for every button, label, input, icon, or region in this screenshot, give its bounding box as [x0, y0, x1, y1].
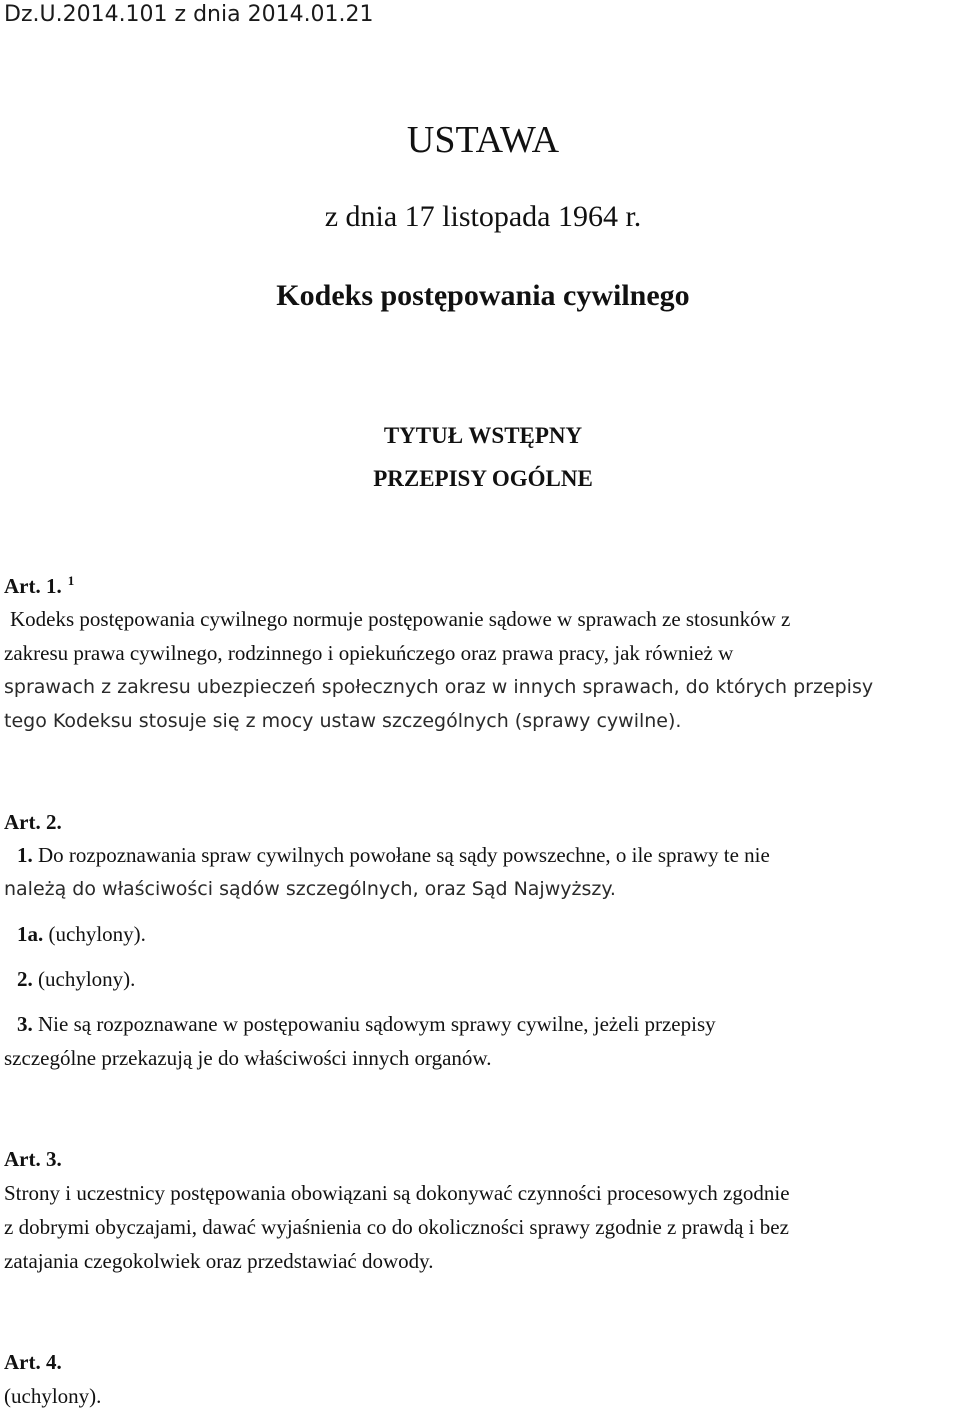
article-1-line-3: sprawach z zakresu ubezpieczeń społecznych oraz w innych sprawach, do których przepisy	[4, 676, 874, 698]
article-1-heading-label: Art. 1.	[4, 574, 62, 598]
part-title: TYTUŁ WSTĘPNY	[383, 423, 583, 448]
act-type: USTAWA	[406, 119, 560, 161]
journal-reference: Dz.U.2014.101 z dnia 2014.01.21	[4, 2, 374, 27]
article-1-line-1: Kodeks postępowania cywilnego normuje postępowanie sądowe w sprawach ze stosunków z	[10, 607, 791, 631]
article-1-line-2: zakresu prawa cywilnego, rodzinnego i opiekuńczego oraz prawa pracy, jak również w	[4, 641, 734, 665]
article-1-footnote-marker[interactable]: 1	[67, 573, 75, 588]
paragraph-3-line-1: Nie są rozpoznawane w postępowaniu sądowym sprawy cywilne, jeżeli przepisy	[38, 1012, 716, 1036]
paragraph-1-number: 1.	[17, 843, 33, 867]
article-2-paragraph-1	[17, 843, 770, 868]
article-2-paragraph-3-line-2: szczególne przekazują je do właściwości innych organów.	[4, 1046, 492, 1070]
article-3-line-3: zatajania czegokolwiek oraz przedstawiać dowody.	[4, 1249, 434, 1273]
act-date: z dnia 17 listopada 1964 r.	[324, 200, 642, 233]
article-2-paragraph-1-line-2: należą do właściwości sądów szczególnych, oraz Sąd Najwyższy.	[4, 878, 616, 900]
article-2-paragraph-2	[17, 967, 135, 992]
article-3-heading: Art. 3.	[4, 1147, 62, 1171]
article-4-text: (uchylony).	[4, 1384, 102, 1408]
paragraph-1a-text: (uchylony).	[48, 922, 146, 946]
paragraph-2-number: 2.	[17, 967, 33, 991]
article-2-heading: Art. 2.	[4, 810, 62, 834]
article-4-heading: Art. 4.	[4, 1350, 62, 1374]
paragraph-3-number: 3.	[17, 1012, 33, 1036]
article-2-paragraph-3	[17, 1012, 716, 1037]
paragraph-1a-number: 1a.	[17, 922, 44, 946]
paragraph-2-text: (uchylony).	[38, 967, 136, 991]
act-name: Kodeks postępowania cywilnego	[276, 279, 690, 312]
article-3-line-2: z dobrymi obyczajami, dawać wyjaśnienia co do okoliczności sprawy zgodnie z prawdą i bez	[4, 1215, 789, 1239]
article-3-line-1: Strony i uczestnicy postępowania obowiązani są dokonywać czynności procesowych zgodnie	[4, 1181, 790, 1205]
article-1-line-4: tego Kodeksu stosuje się z mocy ustaw szczególnych (sprawy cywilne).	[4, 710, 682, 732]
part-subtitle: PRZEPISY OGÓLNE	[373, 466, 593, 491]
paragraph-1-line-1: Do rozpoznawania spraw cywilnych powołane są sądy powszechne, o ile sprawy te nie	[38, 843, 770, 867]
article-2-paragraph-1a	[17, 922, 146, 947]
article-1-heading	[4, 573, 74, 599]
